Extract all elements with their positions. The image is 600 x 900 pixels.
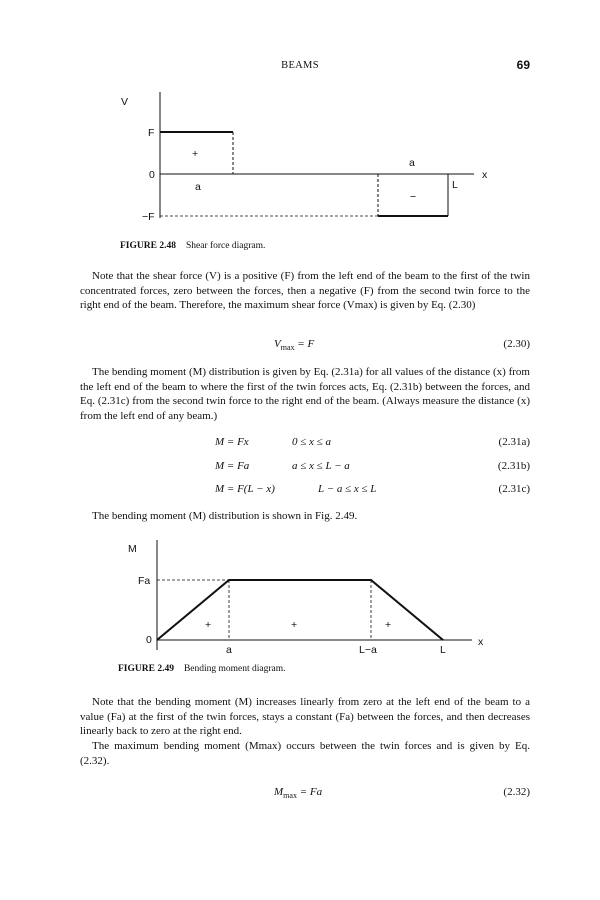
running-header-title: BEAMS: [281, 60, 319, 71]
paragraph-4-text: Note that the bending moment (M) increases linearly from zero at the left end of the beam to a value (Fa) at the first of the twin forces, stays a constant (Fa) between the forces, and then decreases linearly back to zero at the right end.: [80, 696, 530, 738]
equation-2-31b-formula: M = Fa: [215, 460, 250, 472]
fa-label: Fa: [138, 575, 151, 587]
paragraph-1-text: Note that the shear force (V) is a positive (F) from the left end of the beam to the first of the twin concentrated forces, zero between the forces, then a negative (F) from the second twin force to the right end of the beam. Therefore, the maximum shear force (Vmax) is given by Eq. (2.30): [80, 270, 530, 312]
moment-curve: [157, 580, 443, 640]
equation-2-30: [274, 338, 314, 352]
equation-2-31b-range: a ≤ x ≤ L − a: [292, 460, 350, 472]
m-axis-label: M: [128, 543, 137, 555]
paragraph-shear-force: [80, 269, 530, 313]
l-label: L: [452, 179, 458, 191]
equation-2-32-number: (2.32): [503, 786, 530, 798]
equation-2-31a-formula: M = Fx: [215, 436, 249, 448]
a-left-label: a: [195, 181, 201, 193]
eq-230-lhs: V: [274, 338, 281, 350]
figure-248-label: FIGURE 2.48: [120, 241, 176, 251]
a-label: a: [226, 644, 232, 656]
figure-248-text: Shear force diagram.: [185, 241, 266, 251]
eq-230-sub: max: [280, 343, 295, 353]
eq-232-sub: max: [283, 791, 297, 801]
minus-sign: −: [410, 191, 417, 203]
paragraph-moment-trend: [80, 695, 530, 739]
neg-f-label: −F: [142, 211, 155, 223]
zero-label: 0: [149, 169, 155, 181]
eq-232-rhs: = Fa: [296, 786, 323, 798]
v-axis-label: V: [121, 96, 129, 108]
plus-left: +: [205, 619, 212, 631]
x-axis-label: x: [482, 169, 488, 181]
paragraph-3-text: The bending moment (M) distribution is shown in Fig. 2.49.: [92, 510, 358, 522]
x-axis-label: x: [478, 636, 484, 648]
plus-mid: +: [291, 619, 298, 631]
equation-2-32: [274, 786, 322, 800]
equation-2-31a-range: 0 ≤ x ≤ a: [292, 436, 331, 448]
a-right-label: a: [409, 157, 415, 169]
eq-232-lhs: M: [274, 786, 284, 798]
l-minus-a-label: L−a: [359, 644, 377, 656]
figure-249-caption: [118, 664, 286, 674]
plus-right: +: [385, 619, 392, 631]
equation-2-31a-number: (2.31a): [498, 436, 530, 448]
paragraph-bending-moment: [80, 365, 530, 424]
figure-248-caption: [120, 241, 265, 251]
equation-2-31b-number: (2.31b): [497, 460, 530, 472]
bending-moment-diagram: [0, 530, 600, 660]
equation-2-30-number: (2.30): [503, 338, 530, 350]
plus-sign: +: [192, 148, 199, 160]
equation-2-31c-range: L − a ≤ x ≤ L: [318, 483, 377, 495]
l-label: L: [440, 644, 446, 656]
equation-2-31c-number: (2.31c): [498, 483, 530, 495]
paragraph-max-moment: [80, 739, 530, 768]
page-number: 69: [516, 58, 530, 72]
paragraph-2-text: The bending moment (M) distribution is given by Eq. (2.31a) for all values of the distance (x) from the left end of the beam to where the first of the twin forces acts, Eq. (2.31b) between the forces, and Eq. (2.31c) from the second twin force to the right end of the beam. (Always measure the distance (x) from the left end of any beam.): [80, 366, 530, 423]
paragraph-figure-ref: [80, 509, 530, 524]
eq-230-rhs: = F: [294, 338, 315, 350]
equation-2-31c-formula: M = F(L − x): [215, 483, 275, 495]
f-label: F: [148, 127, 155, 139]
figure-249-label: FIGURE 2.49: [118, 664, 174, 674]
zero-label: 0: [146, 634, 152, 646]
shear-force-diagram: [0, 0, 600, 240]
paragraph-5-text: The maximum bending moment (Mmax) occurs between the twin forces and is given by Eq. (2.32).: [80, 740, 530, 767]
figure-249-text: Bending moment diagram.: [183, 664, 286, 674]
